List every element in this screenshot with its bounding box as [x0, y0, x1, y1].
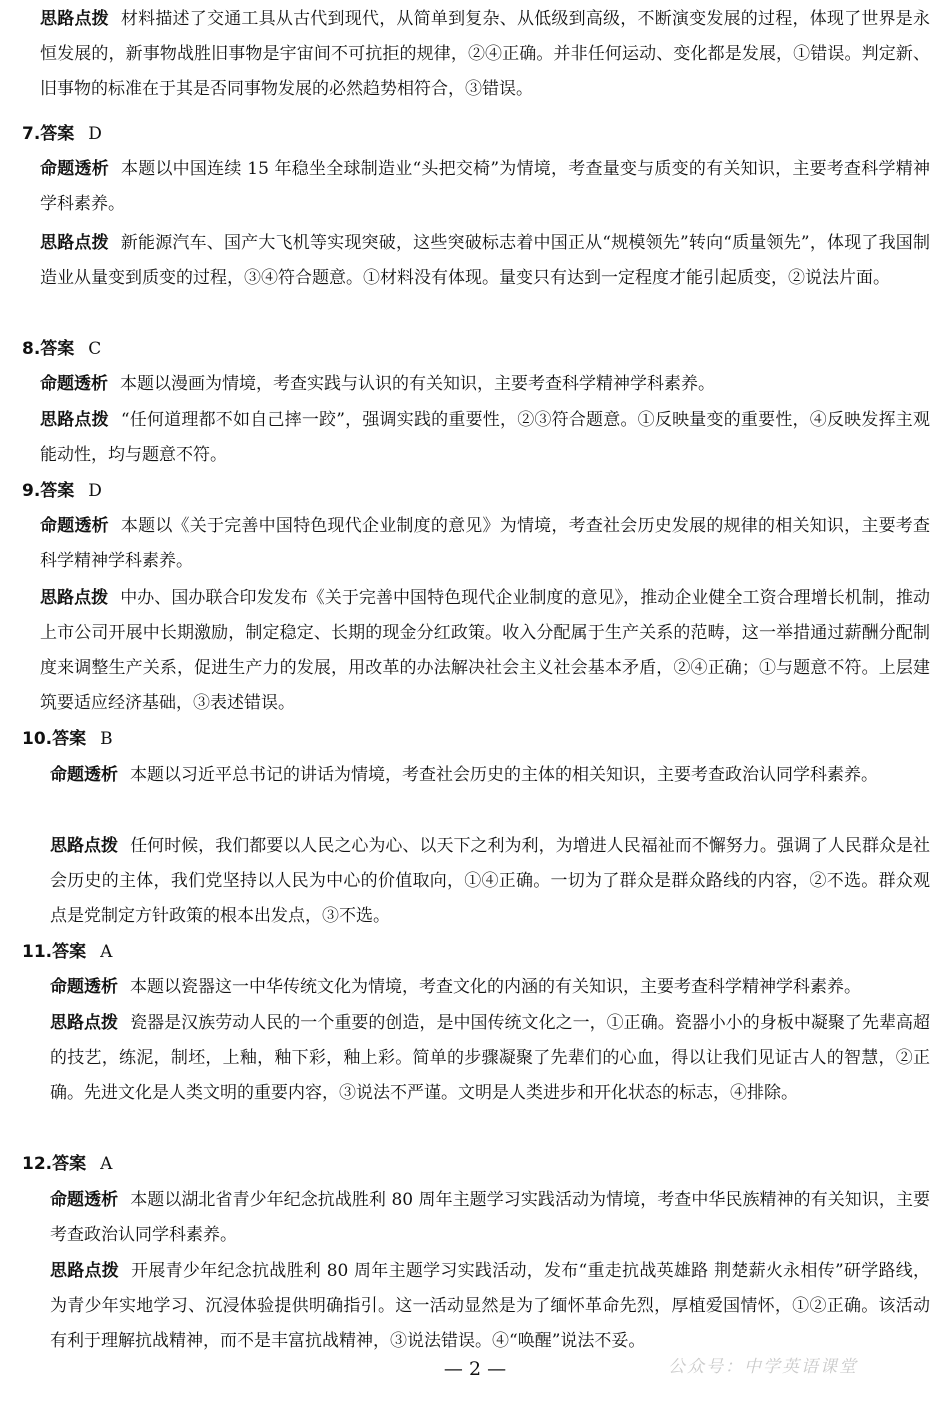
intent-text: 本题以瓷器这一中华传统文化为情境，考查文化的内涵的有关知识，主要考查科学精神学科素养。	[130, 977, 861, 997]
analysis-paragraph-q8	[40, 403, 930, 473]
analysis-text: “任何道理都不如自己摔一跤”，强调实践的重要性，②③符合题意。①反映量变的重要性，④反映发挥主观能动性，均与题意不符。	[40, 410, 931, 465]
question-number: 9.	[22, 481, 41, 501]
analysis-paragraph-q10	[50, 829, 930, 934]
analysis-label: 思路点拨	[50, 1013, 119, 1033]
question-number: 10.	[22, 729, 53, 749]
intent-paragraph-q12	[50, 1183, 930, 1253]
intent-text: 本题以《关于完善中国特色现代企业制度的意见》为情境，考查社会历史发展的规律的相关知识，主要考查科学精神学科素养。	[40, 516, 931, 571]
intent-paragraph-q11	[50, 970, 930, 1005]
watermark: 公众号：中学英语课堂	[668, 1357, 858, 1377]
intent-paragraph-q8	[40, 367, 930, 402]
answer-value: A	[100, 1154, 113, 1174]
answer-value: B	[100, 729, 113, 749]
intent-paragraph-q7	[40, 152, 930, 222]
analysis-paragraph-q6	[40, 2, 930, 107]
question-number: 7.	[22, 124, 41, 144]
answer-value: D	[88, 124, 102, 144]
question-11-answer	[22, 935, 112, 970]
analysis-text: 瓷器是汉族劳动人民的一个重要的创造，是中国传统文化之一，①正确。瓷器小小的身板中凝聚了先辈高超的技艺，练泥，制坯，上釉，釉下彩，釉上彩。简单的步骤凝聚了先辈们的心血，得以让我们见证古人的智慧，②正确。先进文化是人类文明的重要内容，③说法不严谨。文明是人类进步和开化状态的标志，④排除。	[50, 1013, 931, 1103]
answer-value: C	[88, 339, 102, 359]
analysis-paragraph-q12	[50, 1254, 930, 1359]
analysis-label: 思路点拨	[40, 410, 109, 430]
question-7-answer	[22, 117, 102, 152]
intent-text: 本题以中国连续 15 年稳坐全球制造业“头把交椅”为情境，考查量变与质变的有关知识，主要考查科学精神学科素养。	[40, 159, 931, 214]
intent-text: 本题以习近平总书记的讲话为情境，考查社会历史的主体的相关知识，主要考查政治认同学科素养。	[130, 765, 878, 785]
question-10-answer	[22, 722, 113, 757]
intent-text: 本题以湖北省青少年纪念抗战胜利 80 周年主题学习实践活动为情境，考查中华民族精神的有关知识，主要考查政治认同学科素养。	[50, 1190, 931, 1245]
question-8-answer	[22, 332, 101, 367]
analysis-label: 思路点拨	[40, 9, 109, 29]
analysis-text: 中办、国办联合印发发布《关于完善中国特色现代企业制度的意见》，推动企业健全工资合理增长机制，推动上市公司开展中长期激励，制定稳定、长期的现金分红政策。收入分配属于生产关系的范畴，这一举措通过薪酬分配制度来调整生产关系，促进生产力的发展，用改革的办法解决社会主义社会基本矛盾，②④正确；①与题意不符。上层建筑要适应经济基础，③表述错误。	[40, 588, 931, 713]
answer-value: D	[88, 481, 102, 501]
page-number: — 2 —	[443, 1358, 507, 1380]
analysis-text: 开展青少年纪念抗战胜利 80 周年主题学习实践活动，发布“重走抗战英雄路 荆楚薪火永相传”研学路线，为青少年实地学习、沉浸体验提供明确指引。这一活动显然是为了缅怀革命先烈，厚植爱国情怀，①②正确。该活动有利于理解抗战精神，而不是丰富抗战精神，③说法错误。④“唤醒”说法不妥。	[50, 1261, 931, 1351]
analysis-paragraph-q11	[50, 1006, 930, 1111]
question-number: 11.	[22, 942, 53, 962]
answer-label: 答案	[40, 481, 75, 501]
intent-paragraph-q9	[40, 509, 930, 579]
answer-value: A	[100, 942, 113, 962]
analysis-label: 思路点拨	[50, 836, 119, 856]
intent-label: 命题透析	[50, 1190, 119, 1210]
answer-label: 答案	[40, 339, 75, 359]
intent-label: 命题透析	[50, 765, 118, 785]
answer-label: 答案	[52, 942, 87, 962]
question-number: 12.	[22, 1154, 53, 1174]
question-12-answer	[22, 1147, 112, 1182]
question-number: 8.	[22, 339, 41, 359]
answer-label: 答案	[52, 1154, 87, 1174]
analysis-label: 思路点拨	[40, 233, 109, 253]
answer-label: 答案	[52, 729, 87, 749]
intent-label: 命题透析	[40, 159, 109, 179]
analysis-paragraph-q9	[40, 581, 930, 721]
analysis-label: 思路点拨	[50, 1261, 120, 1281]
intent-label: 命题透析	[40, 374, 108, 394]
intent-text: 本题以漫画为情境，考查实践与认识的有关知识，主要考查科学精神学科素养。	[120, 374, 715, 394]
analysis-text: 任何时候，我们都要以人民之心为心、以天下之利为利，为增进人民福祉而不懈努力。强调了人民群众是社会历史的主体，我们党坚持以人民为中心的价值取向，①④正确。一切为了群众是群众路线的内容，②不选。群众观点是党制定方针政策的根本出发点，③不选。	[50, 836, 931, 926]
intent-label: 命题透析	[40, 516, 109, 536]
analysis-label: 思路点拨	[40, 588, 109, 608]
answer-label: 答案	[40, 124, 75, 144]
intent-paragraph-q10	[50, 758, 930, 793]
analysis-text: 新能源汽车、国产大飞机等实现突破，这些突破标志着中国正从“规模领先”转向“质量领先”，体现了我国制造业从量变到质变的过程，③④符合题意。①材料没有体现。量变只有达到一定程度才能引起质变，②说法片面。	[40, 233, 931, 288]
analysis-paragraph-q7	[40, 226, 930, 296]
intent-label: 命题透析	[50, 977, 118, 997]
analysis-text: 材料描述了交通工具从古代到现代，从简单到复杂、从低级到高级，不断演变发展的过程，体现了世界是永恒发展的，新事物战胜旧事物是宇宙间不可抗拒的规律，②④正确。并非任何运动、变化都是发展，①错误。判定新、旧事物的标准在于其是否同事物发展的必然趋势相符合，③错误。	[40, 9, 931, 99]
question-9-answer	[22, 474, 102, 509]
